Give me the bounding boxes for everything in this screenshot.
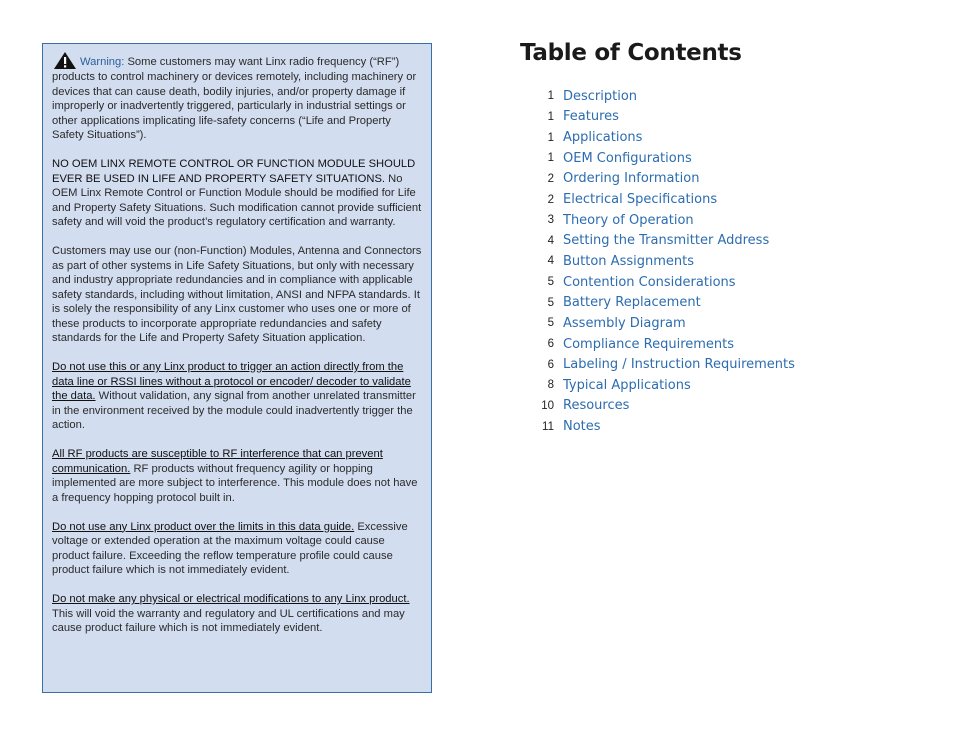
data-validation-text: Without validation, any signal from another unrelated transmitter in the environment received by the module could inadvertently trigger the action. bbox=[52, 390, 416, 431]
warning-box bbox=[42, 43, 432, 693]
toc-item[interactable] bbox=[520, 148, 795, 169]
toc-link-battery-replacement[interactable]: Battery Replacement bbox=[563, 295, 701, 311]
toc-page-number: 1 bbox=[547, 152, 554, 165]
toc-item[interactable] bbox=[520, 272, 795, 293]
toc-link-typical-applications[interactable]: Typical Applications bbox=[563, 377, 691, 393]
toc-page-number: 5 bbox=[547, 317, 554, 330]
toc-page-number: 6 bbox=[547, 358, 554, 371]
toc-link-setting-transmitter-address[interactable]: Setting the Transmitter Address bbox=[563, 233, 770, 249]
toc-link-oem-configurations[interactable]: OEM Configurations bbox=[563, 150, 692, 166]
toc-title: Table of Contents bbox=[520, 40, 742, 66]
toc-link-description[interactable]: Description bbox=[563, 88, 638, 104]
toc-item[interactable] bbox=[520, 334, 795, 355]
rf-interference-paragraph bbox=[52, 447, 423, 505]
toc-link-contention-considerations[interactable]: Contention Considerations bbox=[563, 274, 736, 290]
toc-item[interactable] bbox=[520, 251, 795, 272]
modifications-heading: Do not make any physical or electrical modifications to any Linx product. bbox=[52, 593, 410, 605]
toc-item[interactable] bbox=[520, 396, 795, 417]
rf-interference-heading: All RF products are susceptible to RF interference that can prevent communication. bbox=[52, 448, 383, 475]
toc-page-number: 5 bbox=[547, 296, 554, 309]
toc-link-labeling-instruction-requirements[interactable]: Labeling / Instruction Requirements bbox=[563, 357, 795, 373]
toc-link-features[interactable]: Features bbox=[563, 109, 619, 125]
toc-page-number: 2 bbox=[547, 193, 554, 206]
toc-link-theory-of-operation[interactable]: Theory of Operation bbox=[563, 212, 694, 228]
toc-page-number: 10 bbox=[541, 399, 554, 412]
toc-page-number: 1 bbox=[547, 90, 554, 103]
toc-item[interactable] bbox=[520, 292, 795, 313]
toc-page-number: 4 bbox=[547, 255, 554, 268]
limits-heading: Do not use any Linx product over the limits in this data guide. bbox=[52, 520, 355, 533]
toc-page-number: 1 bbox=[547, 110, 554, 123]
toc-link-resources[interactable]: Resources bbox=[563, 398, 630, 414]
toc-link-compliance-requirements[interactable]: Compliance Requirements bbox=[563, 336, 735, 352]
modifications-text: This will void the warranty and regulatory and UL certifications and may cause product failure which is not immediately evident. bbox=[52, 607, 405, 634]
toc-page-number: 11 bbox=[542, 420, 554, 433]
toc-link-button-assignments[interactable]: Button Assignments bbox=[563, 253, 694, 269]
warning-text: Some customers may want Linx radio frequency (“RF”) products to control machinery or devices remotely, including machinery or devices that can cause death, bodily injuries, and/or property damage if improperly or inadvertently triggered, particularly in industrial settings or other applications implicating life-safety concerns (“Life and Property Safety Situations”). bbox=[52, 56, 417, 141]
toc-page-number: 1 bbox=[547, 131, 554, 144]
customers-paragraph bbox=[52, 244, 423, 346]
toc-link-ordering-information[interactable]: Ordering Information bbox=[563, 171, 700, 187]
rf-interference-text: RF products without frequency agility or hopping implemented are more subject to interference. This module does not have a frequency hopping protocol built in. bbox=[52, 462, 418, 504]
data-validation-paragraph bbox=[52, 360, 423, 433]
toc-item[interactable] bbox=[520, 86, 795, 107]
data-validation-heading: Do not use this or any Linx product to trigger an action directly from the data line or RSSI lines without a protocol or encoder/ decoder to validate the data. bbox=[52, 361, 411, 402]
toc-page-number: 2 bbox=[547, 172, 554, 185]
toc-item[interactable] bbox=[520, 127, 795, 148]
toc-list bbox=[520, 86, 795, 437]
toc-link-electrical-specifications[interactable]: Electrical Specifications bbox=[563, 192, 718, 208]
no-oem-heading: NO OEM LINX REMOTE CONTROL OR FUNCTION MODULE SHOULD EVER BE USED IN LIFE AND PROPERTY SAFETY SITUATIONS. bbox=[52, 158, 416, 185]
toc-item[interactable] bbox=[520, 169, 795, 190]
toc-item[interactable] bbox=[520, 230, 795, 251]
toc-item[interactable] bbox=[520, 210, 795, 231]
toc-page-number: 8 bbox=[547, 379, 554, 392]
toc-item[interactable] bbox=[520, 354, 795, 375]
toc-item[interactable] bbox=[520, 107, 795, 128]
toc-item[interactable] bbox=[520, 313, 795, 334]
limits-paragraph bbox=[52, 520, 423, 578]
toc-link-notes[interactable]: Notes bbox=[563, 419, 601, 435]
warning-paragraph bbox=[52, 51, 423, 143]
toc-page-number: 3 bbox=[547, 214, 554, 227]
toc-page-number: 4 bbox=[547, 234, 554, 247]
toc-item[interactable] bbox=[520, 189, 795, 210]
no-oem-paragraph bbox=[52, 157, 423, 230]
warning-label: Warning: bbox=[80, 56, 125, 68]
toc-page-number: 6 bbox=[547, 338, 554, 350]
limits-text: Excessive voltage or extended operation at the maximum voltage could cause product failure. Exceeding the reflow temperature profile could cause product failure which is not immediately evident. bbox=[52, 520, 408, 576]
toc-link-applications[interactable]: Applications bbox=[563, 130, 643, 146]
no-oem-text: No OEM Linx Remote Control or Function Module should be modified for Life and Property Safety Situations. Such modification cannot provide sufficient safety and will void the product’s regulatory certification and warranty. bbox=[52, 172, 422, 228]
toc-link-assembly-diagram[interactable]: Assembly Diagram bbox=[563, 315, 686, 331]
customers-text: Customers may use our (non-Function) Modules, Antenna and Connectors as part of other systems in Life Safety Situations, but only with necessary and industry appropriate redundancies and in compliance with applicable safety standards, including without limitation, ANSI and NFPA standards. It is solely the responsibility of any Linx customer who uses one or more of these products to incorporate appropriate redundancies and safety standards for the Life and Property Safety Situation application. bbox=[52, 245, 422, 344]
modifications-paragraph bbox=[52, 592, 423, 636]
toc-item[interactable] bbox=[520, 416, 795, 437]
warning-triangle-icon bbox=[53, 51, 77, 70]
toc-page-number: 5 bbox=[547, 276, 554, 289]
toc-item[interactable] bbox=[520, 375, 795, 396]
